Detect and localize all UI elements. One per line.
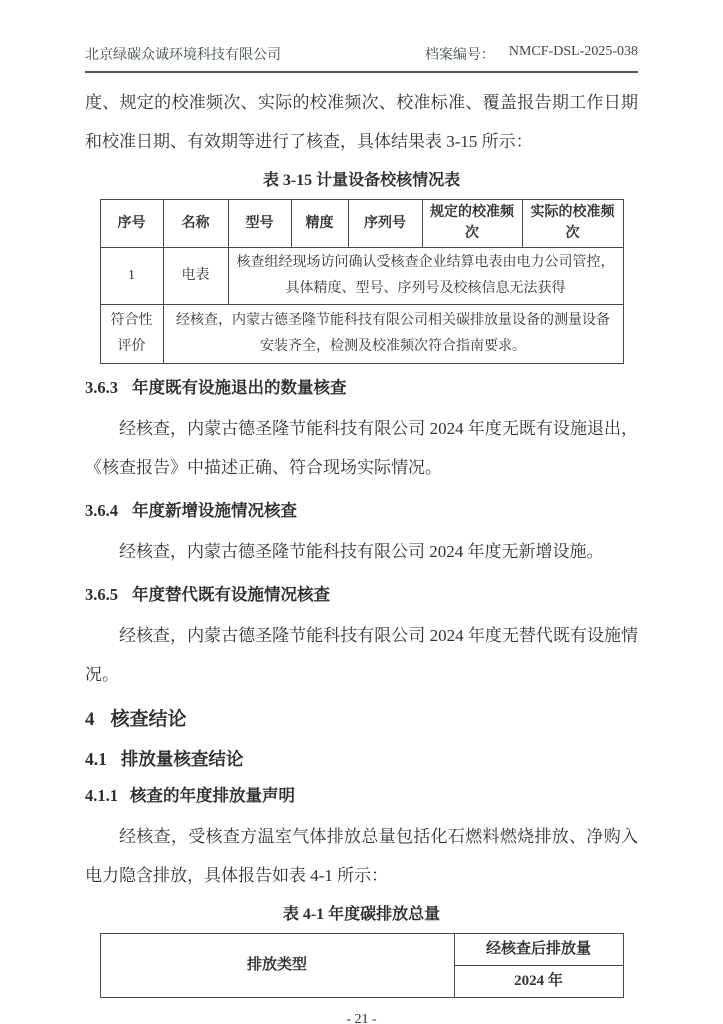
heading-4	[85, 707, 638, 733]
table-row-device	[100, 248, 623, 305]
heading-number: 3.6.4	[85, 501, 118, 521]
heading-number: 3.6.5	[85, 585, 118, 605]
paragraph-4-1-1: 经核查，受核查方温室气体排放总量包括化石燃料燃烧排放、净购入电力隐含排放，具体报告如表 4-1 所示：	[85, 827, 638, 886]
cell-compliance-label: 符合性评价	[100, 304, 163, 363]
table-3-15-title: 表 3-15 计量设备校核情况表	[262, 172, 461, 190]
cell-seq: 1	[100, 248, 163, 305]
cell-compliance-note: 经核查，内蒙古德圣隆节能科技有限公司相关碳排放量设备的测量设备安装齐全，检测及校准频次符合指南要求。	[163, 304, 623, 363]
table-3-15	[100, 199, 624, 364]
page-header	[85, 44, 638, 73]
archive-number: NMCF-DSL-2025-038	[508, 44, 638, 59]
table-row-compliance	[100, 304, 623, 363]
col-header-serial: 序列号	[348, 200, 422, 248]
cell-device-name: 电表	[163, 248, 228, 305]
col-header-seq: 序号	[100, 200, 163, 248]
archive-info	[425, 44, 638, 64]
heading-title: 核查结论	[110, 708, 187, 730]
paragraph-3-6-5: 经核查，内蒙古德圣隆节能科技有限公司 2024 年度无替代既有设施情况。	[85, 626, 638, 685]
table-4-1-title: 表 4-1 年度碳排放总量	[282, 906, 441, 924]
archive-label: 档案编号：	[424, 48, 495, 63]
table-row	[100, 934, 623, 966]
heading-title: 年度新增设施情况核查	[132, 501, 297, 521]
heading-3-6-5	[85, 583, 638, 606]
page-number: - 21 -	[346, 1012, 377, 1024]
heading-title: 年度既有设施退出的数量核查	[132, 377, 347, 397]
table-row-header	[100, 200, 623, 248]
heading-title: 年度替代既有设施情况核查	[132, 585, 330, 605]
heading-3-6-4	[85, 499, 638, 522]
table-4-1	[100, 933, 624, 998]
intro-paragraph: 度、规定的校准频次、实际的校准频次、校准标准、覆盖报告期工作日期和校准日期、有效期等进行了核查，具体结果表 3-15 所示：	[85, 93, 638, 152]
heading-number: 4	[85, 708, 95, 730]
col-header-required-freq: 规定的校准频次	[422, 200, 522, 248]
cell-device-note: 核查组经现场访问确认受核查企业结算电表由电力公司管控，具体精度、型号、序列号及校核信息无法获得	[228, 248, 623, 305]
cell-emission-type: 排放类型	[100, 934, 454, 998]
col-header-name: 名称	[163, 200, 228, 248]
company-name: 北京绿碳众诚环境科技有限公司	[85, 48, 281, 63]
heading-number: 4.1.1	[85, 785, 118, 805]
col-header-model: 型号	[228, 200, 291, 248]
heading-3-6-3	[85, 376, 638, 399]
heading-4-1-1	[85, 785, 638, 807]
cell-verified-emission: 经核查后排放量	[454, 934, 623, 966]
heading-number: 4.1	[85, 749, 107, 770]
heading-4-1	[85, 748, 638, 772]
cell-year: 2024 年	[454, 966, 623, 998]
paragraph-3-6-3: 经核查，内蒙古德圣隆节能科技有限公司 2024 年度无既有设施退出，《核查报告》中描述正确、符合现场实际情况。	[85, 418, 638, 477]
heading-title: 核查的年度排放量声明	[130, 785, 295, 805]
paragraph-3-6-4: 经核查，内蒙古德圣隆节能科技有限公司 2024 年度无新增设施。	[119, 542, 604, 562]
col-header-precision: 精度	[291, 200, 348, 248]
col-header-actual-freq: 实际的校准频次	[522, 200, 623, 248]
heading-number: 3.6.3	[85, 377, 118, 397]
heading-title: 排放量核查结论	[120, 749, 244, 770]
